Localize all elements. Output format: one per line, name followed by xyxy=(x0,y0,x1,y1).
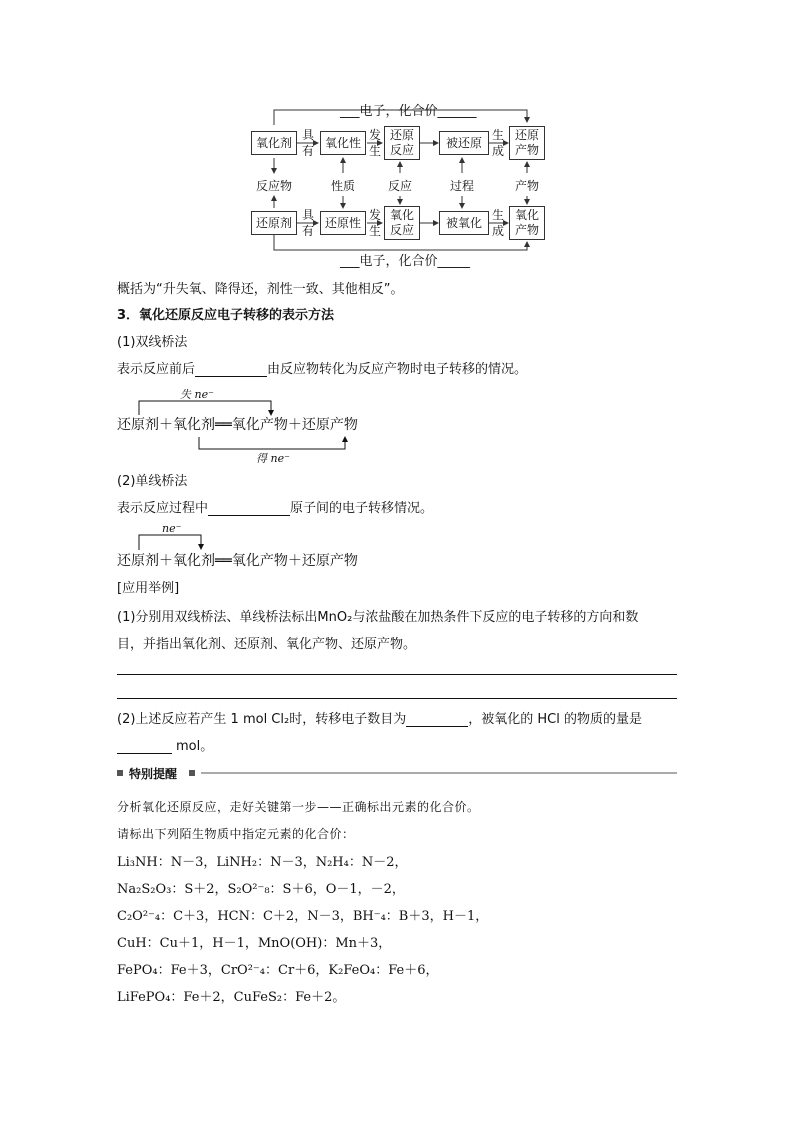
double-equation: 还原剂＋氧化剂══氧化产物＋还原产物 xyxy=(117,417,358,433)
square-bullet-icon xyxy=(117,770,123,776)
single-desc-pre: 表示反应过程中 xyxy=(117,501,209,516)
label-process: 过程 xyxy=(449,179,474,193)
question-2-pre: (2)上述反应若产生 1 mol Cl₂时，转移电子数目为 xyxy=(117,712,407,727)
link-occur-2: 发 生 xyxy=(368,208,381,238)
answer-blank-electrons xyxy=(406,712,468,727)
question-2-mid: ，被氧化的 HCl 的物质的量是 xyxy=(468,712,642,727)
question-1-line-2: 目，并指出氧化剂、还原剂、氧化产物、还原产物。 xyxy=(117,637,417,652)
box-oxidation-product: 氧化 产物 xyxy=(509,206,545,240)
tip-line-2: 请标出下列陌生物质中指定元素的化合价： xyxy=(117,827,355,841)
divider xyxy=(201,772,677,774)
box-oxidizing: 氧化性 xyxy=(320,131,366,155)
valence-item: C₂O²⁻₄：C＋3，HCN：C＋2，N－3，BH⁻₄：B＋3，H－1， xyxy=(117,909,489,924)
link-form-2: 生 成 xyxy=(491,208,504,238)
square-bullet-icon xyxy=(189,770,195,776)
answer-blank xyxy=(208,501,290,516)
link-occur-1: 发 生 xyxy=(368,128,381,158)
double-bridge-desc xyxy=(117,358,527,377)
valence-item: Na₂S₂O₃：S＋2，S₂O²⁻₈：S＋6，O－1，－2， xyxy=(117,882,405,897)
link-form-1: 生 成 xyxy=(491,128,504,158)
valence-item: CuH：Cu＋1，H－1，MnO(OH)：Mn＋3， xyxy=(117,936,392,951)
double-bridge-title: (1)双线桥法 xyxy=(117,335,188,350)
box-reduced: 被还原 xyxy=(439,131,489,155)
single-bridge-title: (2)单线桥法 xyxy=(117,474,188,489)
double-desc-post: 由反应物转化为反应产物时电子转移的情况。 xyxy=(267,362,528,377)
valence-item: FePO₄：Fe＋3，CrO²⁻₄：Cr＋6，K₂FeO₄：Fe＋6， xyxy=(117,963,439,978)
label-property: 性质 xyxy=(330,179,355,193)
box-reduction-reaction: 还原 反应 xyxy=(384,126,420,160)
single-equation: 还原剂＋氧化剂══氧化产物＋还原产物 xyxy=(117,553,358,569)
tip-line-1: 分析氧化还原反应，走好关键第一步——正确标出元素的化合价。 xyxy=(117,800,480,814)
link-have-2: 具 有 xyxy=(301,208,314,238)
bottom-bracket-label: ___电子，化合价_____ xyxy=(340,254,471,269)
answer-line-1 xyxy=(117,674,677,675)
example-heading: [应用举例] xyxy=(117,581,180,596)
double-desc-pre: 表示反应前后 xyxy=(117,362,196,377)
valence-item: LiFePO₄：Fe＋2，CuFeS₂：Fe＋2。 xyxy=(117,990,346,1005)
single-desc-post: 原子间的电子转移情况。 xyxy=(290,501,434,516)
answer-blank xyxy=(195,362,267,377)
label-reactant: 反应物 xyxy=(255,179,292,193)
lose-electrons-label: 失 ne⁻ xyxy=(180,388,214,401)
answer-blank-mol xyxy=(117,739,172,754)
question-2-unit: mol。 xyxy=(176,739,214,754)
summary-text: 概括为“升失氧、降得还，剂性一致、其他相反”。 xyxy=(117,282,404,297)
label-reaction: 反应 xyxy=(387,179,412,193)
answer-line-2 xyxy=(117,698,677,699)
box-reductant: 还原剂 xyxy=(251,211,297,235)
tip-header xyxy=(117,766,677,780)
top-bracket-label: ___电子，化合价______ xyxy=(340,104,477,119)
link-have-1: 具 有 xyxy=(301,128,314,158)
tip-heading: 特别提醒 xyxy=(129,767,178,781)
question-2-line-1 xyxy=(117,708,642,727)
single-bridge-desc xyxy=(117,497,433,516)
box-oxidation-reaction: 氧化 反应 xyxy=(384,206,420,240)
gain-electrons-label: 得 ne⁻ xyxy=(256,452,290,465)
question-1-line-1: (1)分别用双线桥法、单线桥法标出MnO₂与浓盐酸在加热条件下反应的电子转移的方向和数 xyxy=(117,610,639,625)
valence-item: Li₃NH：N－3，LiNH₂：N－3，N₂H₄：N－2， xyxy=(117,855,408,870)
box-oxidant: 氧化剂 xyxy=(251,131,297,155)
box-reduction-product: 还原 产物 xyxy=(509,126,545,160)
label-product: 产物 xyxy=(514,179,539,193)
box-oxidized: 被氧化 xyxy=(439,211,489,235)
transfer-electrons-label: ne⁻ xyxy=(162,522,182,535)
question-2-line-2 xyxy=(117,735,213,754)
section3-title: 3．氧化还原反应电子转移的表示方法 xyxy=(117,308,335,323)
box-reducing: 还原性 xyxy=(320,211,366,235)
